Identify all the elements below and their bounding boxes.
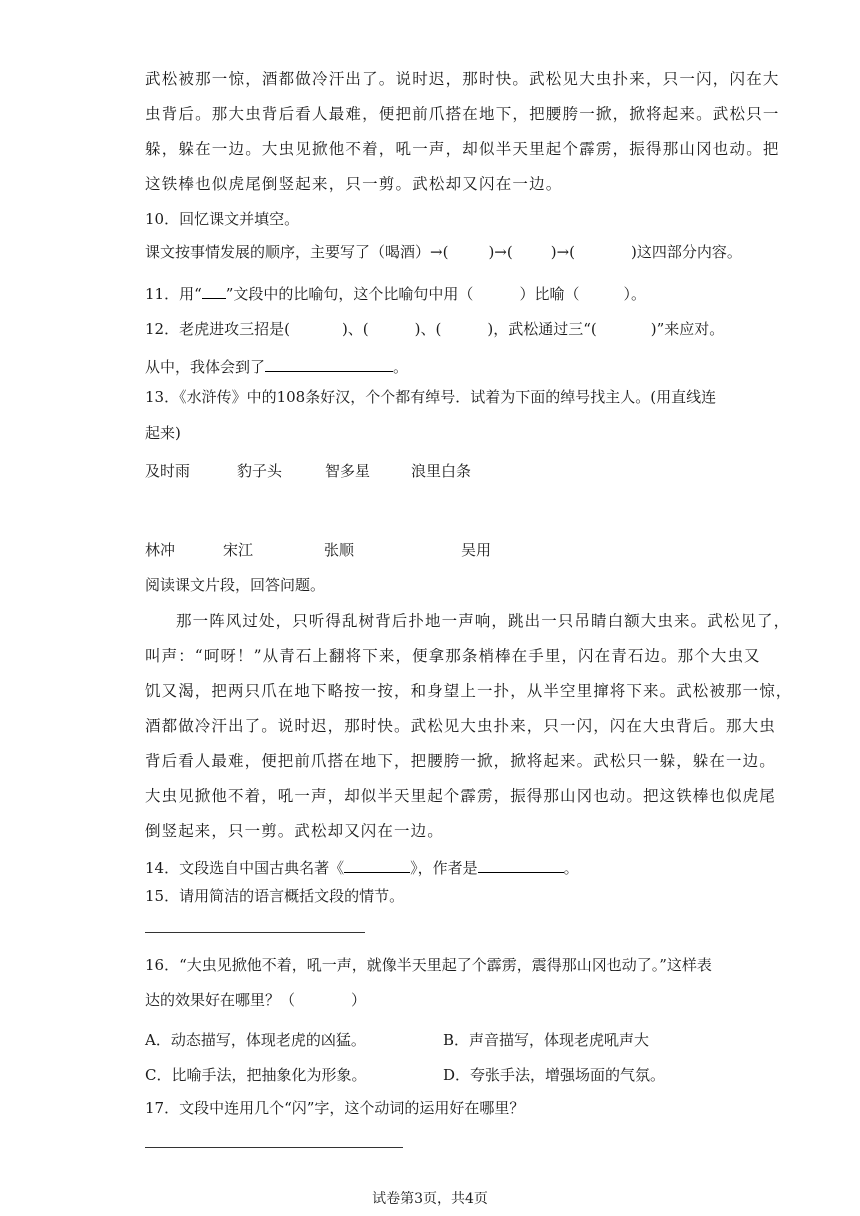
question-15: 15．请用简洁的语言概括文段的情节。 — [145, 887, 405, 905]
hero-name-item[interactable]: 吴用 — [461, 541, 492, 559]
q11-part: ）。 — [623, 285, 646, 303]
passage1-line: 武松被那一惊，酒都做冷汗出了。说时迟，那时快。武松见大虫扑来，只一闪，闪在大 — [145, 70, 780, 88]
passage2-line: 饥又渴，把两只爪在地下略按一按，和身望上一扑，从半空里撺将下来。武松被那一惊， — [145, 682, 793, 700]
q11-blank[interactable] — [202, 283, 226, 299]
question-16-line1: 16．“大虫见掀他不着，吼一声，就像半天里起了个霹雳，震得那山冈也动了。”这样表 — [145, 956, 712, 974]
nickname-item[interactable]: 浪里白条 — [411, 462, 472, 480]
passage2-line: 叫声：“呵呀！”从青石上翻将下来，便拿那条梢棒在手里，闪在青石边。那个大虫又 — [145, 647, 761, 665]
q14-part: 》，作者是 — [410, 859, 478, 877]
nickname-item[interactable]: 豹子头 — [237, 462, 283, 480]
passage2-line: 倒竖起来，只一剪。武松却又闪在一边。 — [145, 822, 444, 840]
passage1-line: 这铁棒也似虎尾倒竖起来，只一剪。武松却又闪在一边。 — [145, 175, 563, 193]
q16-option-d[interactable]: D．夸张手法，增强场面的气氛。 — [443, 1066, 666, 1084]
q11-part: ）比喻（ — [519, 285, 580, 303]
hero-name-item[interactable]: 宋江 — [223, 541, 254, 559]
passage2-line: 大虫见掀他不着，吼一声，却似半天里起个霹雳，振得那山冈也动。把这铁棒也似虎尾 — [145, 787, 776, 805]
q12-part: )、( — [341, 320, 369, 338]
question-17: 17．文段中连用几个“闪”字，这个动词的运用好在哪里？ — [145, 1099, 525, 1117]
q17-answer-line[interactable] — [145, 1147, 403, 1148]
question-11 — [145, 283, 646, 302]
q10-part: )这四部分内容。 — [631, 243, 742, 261]
q11-part: 11．用“ — [145, 285, 202, 303]
q15-answer-line[interactable] — [145, 932, 365, 933]
hero-name-item[interactable]: 林冲 — [145, 541, 176, 559]
passage2-line: 背后看人最难，便把前爪搭在地下，把腰胯一掀，掀将起来。武松只一躲，躲在一边。 — [145, 752, 776, 770]
q16-part: ） — [351, 991, 367, 1009]
question-13-line2: 起来) — [145, 424, 181, 442]
q12-part: )”来应对。 — [650, 320, 725, 338]
question-16-line2 — [145, 993, 366, 1008]
q12-part: 。 — [393, 358, 409, 376]
q16-part: 达的效果好在哪里？（ — [145, 991, 296, 1009]
q12-part: )、( — [414, 320, 442, 338]
q16-option-a[interactable]: A．动态描写，体现老虎的凶猛。 — [145, 1031, 366, 1049]
page-footer: 试卷第3页，共4页 — [372, 1191, 488, 1207]
reading-instruction: 阅读课文片段，回答问题。 — [145, 576, 326, 594]
passage2-line: 酒都做冷汗出了。说时迟，那时快。武松见大虫扑来，只一闪，闪在大虫背后。那大虫 — [145, 717, 776, 735]
passage1-line: 虫背后。那大虫背后看人最难，便把前爪搭在地下，把腰胯一掀，掀将起来。武松只一 — [145, 105, 780, 123]
q12-answer-blank[interactable] — [265, 356, 393, 372]
nickname-item[interactable]: 智多星 — [325, 462, 371, 480]
question-12-line2 — [145, 356, 408, 375]
q16-option-b[interactable]: B．声音描写，体现老虎吼声大 — [443, 1031, 650, 1049]
q10-part: )→( — [550, 243, 575, 261]
q14-part: 14．文段选自中国古典名著《 — [145, 859, 345, 877]
question-12 — [145, 322, 724, 337]
hero-name-item[interactable]: 张顺 — [324, 541, 355, 559]
q14-book-blank[interactable] — [344, 857, 410, 873]
q10-part: )→( — [488, 243, 513, 261]
passage2-line: 那一阵风过处，只听得乱树背后扑地一声响，跳出一只吊睛白额大虫来。武松见了， — [176, 612, 791, 630]
q12-part: 从中，我体会到了 — [145, 358, 266, 376]
q16-option-c[interactable]: C．比喻手法，把抽象化为形象。 — [145, 1066, 367, 1084]
question-13-line1: 13．《水浒传》中的108条好汉，个个都有绰号．试着为下面的绰号找主人。(用直线连 — [145, 388, 717, 406]
question-10-text — [145, 245, 742, 260]
passage1-line: 躲，躲在一边。大虫见掀他不着，吼一声，却似半天里起个霹雳，振得那山冈也动。把 — [145, 140, 780, 158]
q11-part: ”文段中的比喻句，这个比喻句中用（ — [225, 285, 474, 303]
q10-part: 课文按事情发展的顺序，主要写了（喝酒）→( — [145, 243, 449, 261]
nickname-item[interactable]: 及时雨 — [145, 462, 191, 480]
q12-part: )，武松通过三“( — [487, 320, 597, 338]
q12-part: 12．老虎进攻三招是( — [145, 320, 290, 338]
question-10-title: 10．回忆课文并填空。 — [145, 210, 300, 228]
q14-author-blank[interactable] — [478, 857, 564, 873]
q14-part: 。 — [563, 859, 579, 877]
question-14 — [145, 857, 579, 876]
